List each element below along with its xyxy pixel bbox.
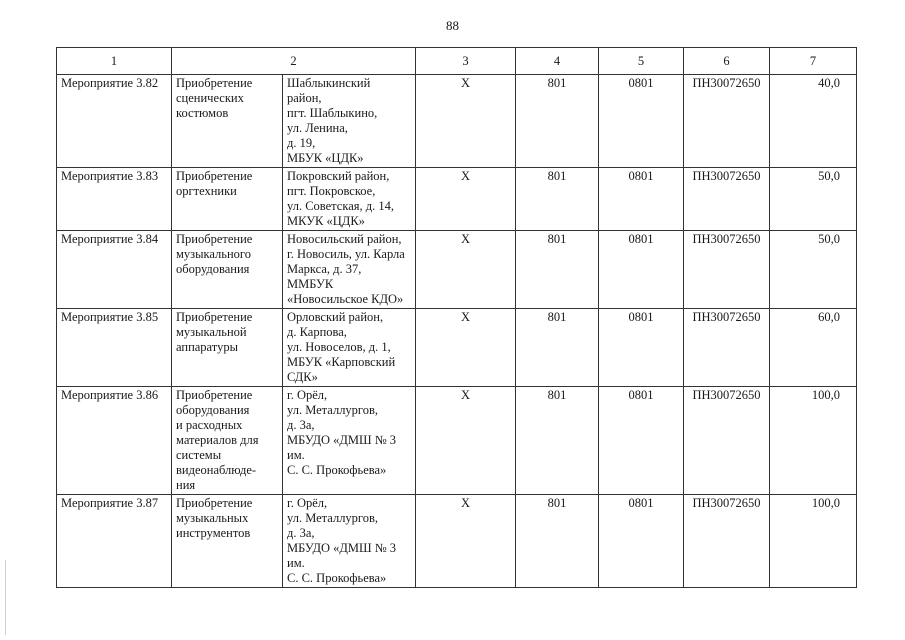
scan-margin-line (5, 560, 6, 635)
place-cell: Новосильский район, г. Новосиль, ул. Карла Маркса, д. 37, ММБУК «Новосильское КДО» (283, 231, 416, 309)
col4-cell: 801 (516, 387, 599, 495)
item-cell: Приобретение оборудования и расходных материалов для системы видеонаблюде- ния (172, 387, 283, 495)
budget-table (56, 47, 857, 588)
table-row (57, 231, 857, 309)
place-cell: Орловский район, д. Карпова, ул. Новоселов, д. 1, МБУК «Карповский СДК» (283, 309, 416, 387)
col7-cell: 50,0 (770, 168, 857, 231)
col3-cell: Х (416, 309, 516, 387)
col3-cell: Х (416, 168, 516, 231)
col7-cell: 50,0 (770, 231, 857, 309)
col4-cell: 801 (516, 75, 599, 168)
col6-cell: ПН30072650 (684, 309, 770, 387)
col5-cell: 0801 (599, 495, 684, 588)
item-cell: Приобретение музыкальных инструментов (172, 495, 283, 588)
col3-cell: Х (416, 231, 516, 309)
event-cell: Мероприятие 3.83 (57, 168, 172, 231)
event-cell: Мероприятие 3.82 (57, 75, 172, 168)
col7-cell: 60,0 (770, 309, 857, 387)
place-cell: г. Орёл, ул. Металлургов, д. 3а, МБУДО «ДМШ № 3 им. С. С. Прокофьева» (283, 495, 416, 588)
place-cell: Покровский район, пгт. Покровское, ул. Советская, д. 14, МКУК «ЦДК» (283, 168, 416, 231)
header-cell: 6 (684, 48, 770, 75)
col4-cell: 801 (516, 495, 599, 588)
item-cell: Приобретение музыкального оборудования (172, 231, 283, 309)
col5-cell: 0801 (599, 75, 684, 168)
col6-cell: ПН30072650 (684, 168, 770, 231)
col3-cell: Х (416, 387, 516, 495)
col7-cell: 40,0 (770, 75, 857, 168)
col4-cell: 801 (516, 231, 599, 309)
col5-cell: 0801 (599, 168, 684, 231)
col5-cell: 0801 (599, 309, 684, 387)
col4-cell: 801 (516, 168, 599, 231)
table-row (57, 168, 857, 231)
col6-cell: ПН30072650 (684, 231, 770, 309)
col5-cell: 0801 (599, 387, 684, 495)
item-cell: Приобретение музыкальной аппаратуры (172, 309, 283, 387)
header-cell: 5 (599, 48, 684, 75)
col3-cell: Х (416, 495, 516, 588)
col7-cell: 100,0 (770, 387, 857, 495)
col6-cell: ПН30072650 (684, 387, 770, 495)
event-cell: Мероприятие 3.84 (57, 231, 172, 309)
table-row (57, 387, 857, 495)
event-cell: Мероприятие 3.87 (57, 495, 172, 588)
col6-cell: ПН30072650 (684, 495, 770, 588)
header-cell: 1 (57, 48, 172, 75)
header-cell: 3 (416, 48, 516, 75)
table-header-row (57, 48, 857, 75)
col3-cell: Х (416, 75, 516, 168)
page-number: 88 (446, 18, 459, 33)
place-cell: Шаблыкинский район, пгт. Шаблыкино, ул. Ленина, д. 19, МБУК «ЦДК» (283, 75, 416, 168)
event-cell: Мероприятие 3.85 (57, 309, 172, 387)
col4-cell: 801 (516, 309, 599, 387)
place-cell: г. Орёл, ул. Металлургов, д. 3а, МБУДО «ДМШ № 3 им. С. С. Прокофьева» (283, 387, 416, 495)
col7-cell: 100,0 (770, 495, 857, 588)
event-cell: Мероприятие 3.86 (57, 387, 172, 495)
table-row (57, 495, 857, 588)
item-cell: Приобретение сценических костюмов (172, 75, 283, 168)
col5-cell: 0801 (599, 231, 684, 309)
table-row (57, 309, 857, 387)
header-cell: 7 (770, 48, 857, 75)
col6-cell: ПН30072650 (684, 75, 770, 168)
header-cell: 2 (172, 48, 416, 75)
header-cell: 4 (516, 48, 599, 75)
item-cell: Приобретение оргтехники (172, 168, 283, 231)
table-row (57, 75, 857, 168)
